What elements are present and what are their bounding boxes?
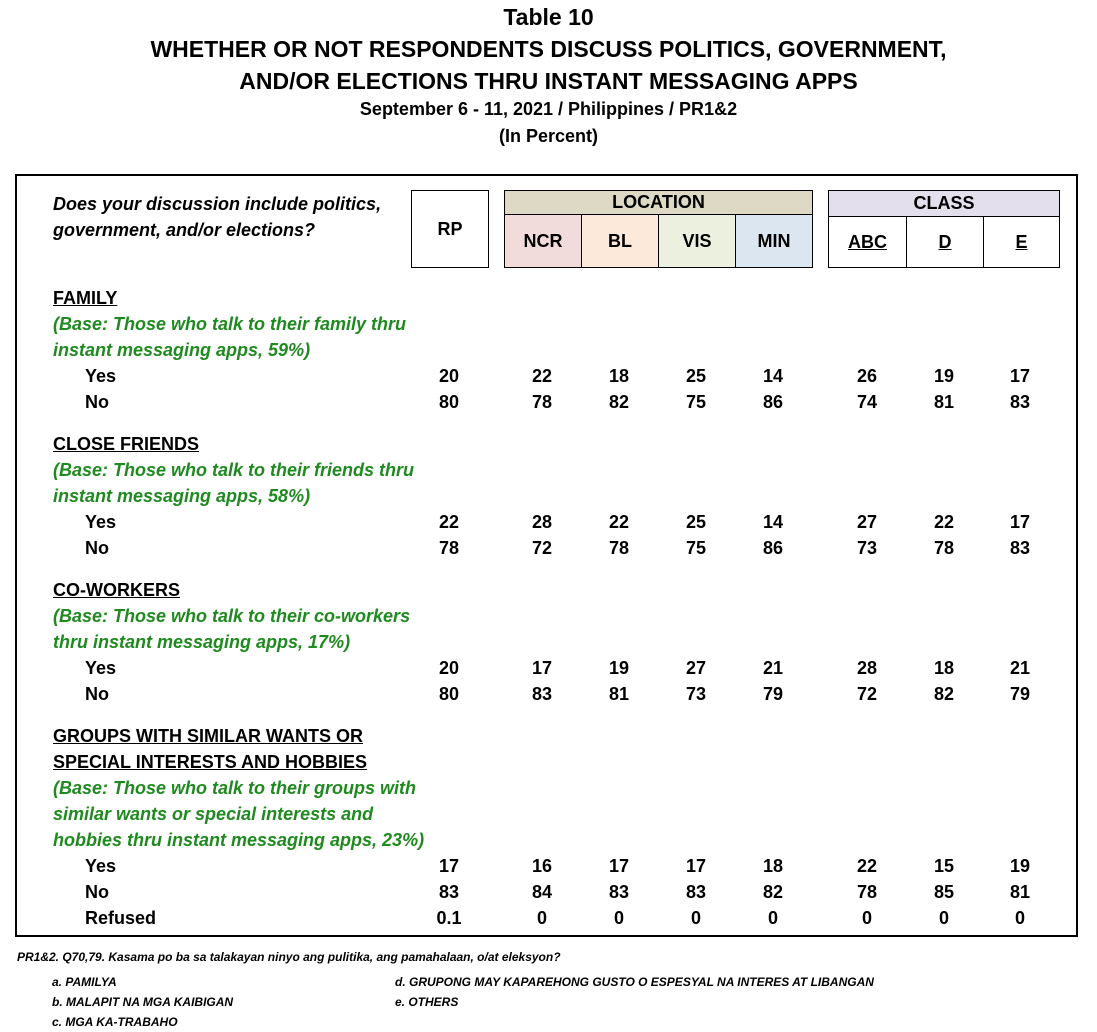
row-label: Yes [85, 658, 117, 678]
cell-rp: 17 [438, 856, 460, 876]
header-e: E [983, 216, 1060, 268]
cell-min: 14 [762, 366, 784, 386]
table-title-line-2: AND/OR ELECTIONS THRU INSTANT MESSAGING APPS [239, 68, 858, 94]
section-groups-base-line-2: similar wants or special interests and [53, 804, 374, 824]
cell-bl: 22 [608, 512, 630, 532]
footnote-source: PR1&2. Q70,79. Kasama po ba sa talakayan ninyo ang pulitika, ang pamahalaan, o/at eleksyon? [17, 950, 561, 964]
cell-d: 15 [933, 856, 955, 876]
cell-e: 17 [1009, 512, 1031, 532]
cell-ncr: 83 [531, 684, 553, 704]
header-min: MIN [735, 214, 813, 268]
section-close-friends-base-line-1: (Base: Those who talk to their friends thru [53, 460, 415, 480]
cell-abc: 22 [856, 856, 878, 876]
cell-e: 21 [1009, 658, 1031, 678]
cell-bl: 78 [608, 538, 630, 558]
header-d: D [906, 216, 984, 268]
header-abc: ABC [828, 216, 907, 268]
cell-rp: 0.1 [436, 908, 462, 928]
table-row [0, 535, 1097, 561]
cell-e: 79 [1009, 684, 1031, 704]
footnote-c: c. MGA KA-TRABAHO [52, 1015, 178, 1029]
cell-abc: 28 [856, 658, 878, 678]
cell-bl: 17 [608, 856, 630, 876]
section-co-workers-base-line-2: thru instant messaging apps, 17%) [53, 632, 351, 652]
cell-abc: 78 [856, 882, 878, 902]
cell-abc: 27 [856, 512, 878, 532]
section-groups-title-line-1: GROUPS WITH SIMILAR WANTS OR [53, 726, 363, 746]
cell-vis: 75 [685, 538, 707, 558]
header-bl: BL [581, 214, 659, 268]
cell-rp: 80 [438, 684, 460, 704]
row-label: Refused [85, 908, 157, 928]
row-label: No [85, 684, 109, 704]
cell-d: 82 [933, 684, 955, 704]
table-subtitle: September 6 - 11, 2021 / Philippines / PR1&2 [359, 99, 738, 119]
cell-bl: 82 [608, 392, 630, 412]
cell-d: 78 [933, 538, 955, 558]
table-row [0, 655, 1097, 681]
cell-d: 85 [933, 882, 955, 902]
cell-bl: 18 [608, 366, 630, 386]
footnote-d: d. GRUPONG MAY KAPAREHONG GUSTO O ESPESYAL NA INTERES AT LIBANGAN [395, 975, 874, 989]
cell-vis: 25 [685, 366, 707, 386]
cell-bl: 19 [608, 658, 630, 678]
row-label: Yes [85, 856, 117, 876]
cell-bl: 0 [613, 908, 624, 928]
cell-ncr: 72 [531, 538, 553, 558]
cell-min: 14 [762, 512, 784, 532]
cell-min: 86 [762, 392, 784, 412]
cell-abc: 0 [861, 908, 872, 928]
header-vis: VIS [658, 214, 736, 268]
section-family-base-line-2: instant messaging apps, 59%) [53, 340, 311, 360]
cell-ncr: 16 [531, 856, 553, 876]
row-label: No [85, 392, 109, 412]
section-groups-base-line-3: hobbies thru instant messaging apps, 23%) [53, 830, 425, 850]
table-row [0, 681, 1097, 707]
cell-d: 19 [933, 366, 955, 386]
cell-ncr: 17 [531, 658, 553, 678]
cell-d: 0 [938, 908, 949, 928]
section-close-friends-base-line-2: instant messaging apps, 58%) [53, 486, 311, 506]
row-label: Yes [85, 366, 117, 386]
survey-question: Does your discussion include politics, government, and/or elections? [53, 194, 382, 240]
cell-e: 17 [1009, 366, 1031, 386]
cell-vis: 25 [685, 512, 707, 532]
cell-min: 18 [762, 856, 784, 876]
cell-abc: 72 [856, 684, 878, 704]
table-number: Table 10 [503, 4, 594, 30]
cell-vis: 73 [685, 684, 707, 704]
header-class-group: CLASS [828, 190, 1060, 217]
cell-vis: 83 [685, 882, 707, 902]
cell-e: 81 [1009, 882, 1031, 902]
section-close-friends-title: CLOSE FRIENDS [53, 434, 200, 454]
footnote-e: e. OTHERS [395, 995, 459, 1009]
cell-vis: 0 [690, 908, 701, 928]
cell-rp: 20 [438, 658, 460, 678]
cell-abc: 74 [856, 392, 878, 412]
cell-min: 79 [762, 684, 784, 704]
cell-rp: 83 [438, 882, 460, 902]
cell-rp: 80 [438, 392, 460, 412]
cell-vis: 75 [685, 392, 707, 412]
cell-ncr: 78 [531, 392, 553, 412]
section-groups-title-line-2: SPECIAL INTERESTS AND HOBBIES [53, 752, 368, 772]
cell-min: 21 [762, 658, 784, 678]
section-groups-base-line-1: (Base: Those who talk to their groups with [53, 778, 417, 798]
cell-e: 83 [1009, 538, 1031, 558]
cell-abc: 26 [856, 366, 878, 386]
section-family-base-line-1: (Base: Those who talk to their family thru [53, 314, 407, 334]
cell-ncr: 22 [531, 366, 553, 386]
cell-bl: 81 [608, 684, 630, 704]
cell-rp: 78 [438, 538, 460, 558]
cell-e: 19 [1009, 856, 1031, 876]
cell-d: 22 [933, 512, 955, 532]
table-row [0, 879, 1097, 905]
section-co-workers-title: CO-WORKERS [53, 580, 180, 600]
footnote-a: a. PAMILYA [52, 975, 117, 989]
footnote-b: b. MALAPIT NA MGA KAIBIGAN [52, 995, 234, 1009]
cell-min: 0 [767, 908, 778, 928]
cell-ncr: 0 [536, 908, 547, 928]
cell-rp: 20 [438, 366, 460, 386]
cell-vis: 27 [685, 658, 707, 678]
cell-min: 86 [762, 538, 784, 558]
section-family-title: FAMILY [53, 288, 118, 308]
cell-ncr: 28 [531, 512, 553, 532]
cell-d: 18 [933, 658, 955, 678]
table-row [0, 389, 1097, 415]
header-location-group: LOCATION [504, 190, 813, 215]
row-label: Yes [85, 512, 117, 532]
table-row [0, 853, 1097, 879]
header-ncr: NCR [504, 214, 582, 268]
table-row [0, 905, 1097, 931]
cell-bl: 83 [608, 882, 630, 902]
row-label: No [85, 538, 109, 558]
cell-vis: 17 [685, 856, 707, 876]
cell-d: 81 [933, 392, 955, 412]
cell-e: 0 [1014, 908, 1025, 928]
table-row [0, 509, 1097, 535]
table-unit: (In Percent) [498, 126, 599, 146]
cell-rp: 22 [438, 512, 460, 532]
cell-ncr: 84 [531, 882, 553, 902]
row-label: No [85, 882, 109, 902]
header-rp: RP [411, 190, 489, 268]
section-co-workers-base-line-1: (Base: Those who talk to their co-workers [53, 606, 411, 626]
cell-e: 83 [1009, 392, 1031, 412]
cell-abc: 73 [856, 538, 878, 558]
table-title-line-1: WHETHER OR NOT RESPONDENTS DISCUSS POLITICS, GOVERNMENT, [150, 36, 947, 62]
cell-min: 82 [762, 882, 784, 902]
table-row [0, 363, 1097, 389]
